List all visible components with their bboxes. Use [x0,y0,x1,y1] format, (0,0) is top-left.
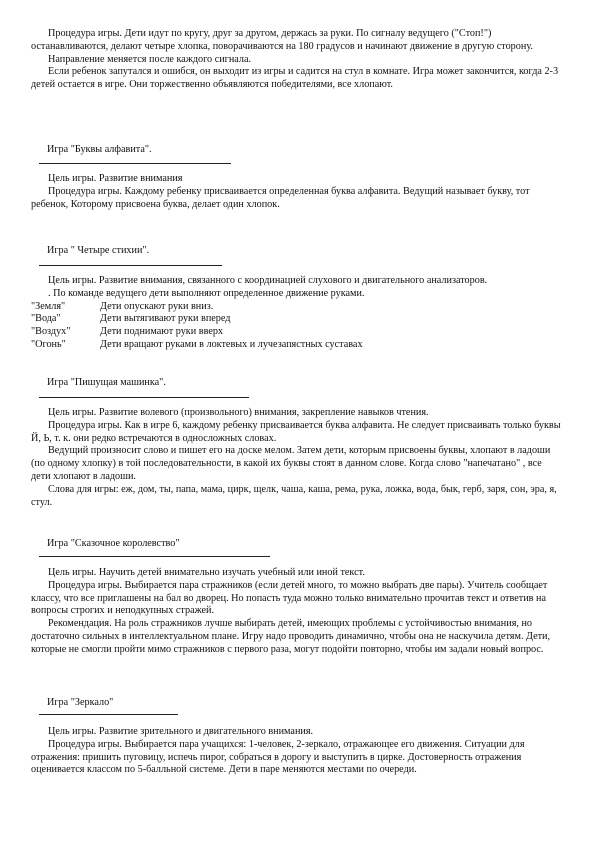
command-action: Дети опускают руки вниз. [100,300,214,312]
game2-command-row [31,339,563,352]
game2-command-row [31,301,563,314]
command-name: "Земля" [31,300,66,312]
game5-section [31,726,563,777]
game5-title-rule [39,714,178,715]
game4-section [31,567,563,657]
game5-procedure: Процедура игры. Выбирается пара учащихся: 1-человек, 2-зеркало, отражающее его движения. Ситуации для отражения: пришить пуговицу, испечь пирог, собраться в дорогу и выступить в цирке. Достоверность отражения оценивается классом по 5-балльной системе. Дети в паре меняются местами по очереди. [31,738,525,776]
intro-section [31,28,563,92]
game5-goal: Цель игры. Развитие зрительного и двигательного внимания. [48,726,314,737]
game5-title: Игра "Зеркало" [47,697,114,708]
command-action: Дети поднимают руки вверх [100,326,224,338]
command-name: "Вода" [31,313,61,325]
game4-title-rule [39,556,270,557]
game2-command-row [31,326,563,339]
command-name: "Огонь" [31,338,66,350]
game3-title-rule [39,397,249,398]
game4-title: Игра "Сказочное королевство" [47,538,180,549]
command-action: Дети вращают руками в локтевых и лучезапястных суставах [100,338,363,350]
game3-title: Игра "Пишущая машинка". [47,377,166,388]
intro-paragraph-3: Если ребенок запутался и ошибся, он выходит из игры и садится на стул в комнате. Игра может закончится, когда 2-3 детей остается в игре. Они торжественно объявляются победителями, все хлопают. [31,66,559,91]
command-name: "Воздух" [31,326,71,338]
game2-command-row [31,313,563,326]
game2-procedure: . По команде ведущего дети выполняют определенное движение руками. [48,287,365,299]
game3-host-instructions: Ведущий произносит слово и пишет его на доске мелом. Затем дети, которым присвоены буквы, хлопают в ладоши (по одному хлопку) в той последовательности, в какой их буквы стоят в данном слове. Когда слово "напечатано" , все дети хлопают в ладоши. [31,445,551,482]
game1-goal: Цель игры. Развитие внимания [48,173,183,184]
game1-section [31,173,563,211]
game2-title: Игра " Четыре стихии". [47,245,150,256]
game4-goal: Цель игры. Научить детей внимательно изучать учебный или иной текст. [48,567,365,578]
game4-procedure: Процедура игры. Выбирается пара стражников (если детей много, то можно выбрать две пары). Учитель сообщает классу, что все приглашены на бал во дворец. Но попасть туда можно только внимательно прочитав текст и ответив на вопросы строгих и неподкупных стражей. [31,579,548,617]
intro-paragraph-1: Процедура игры. Дети идут по кругу, друг за другом, держась за руки. По сигналу ведущего ("Стоп!") останавливаются, делают четыре хлопка, поворачиваются на 180 градусов и начинают движение в другую сторону. [31,28,533,52]
game2-section [31,275,563,352]
game2-goal: Цель игры. Развитие внимания, связанного с координацией слухового и двигательного анализаторов. [48,275,488,286]
game1-title-rule [39,163,231,164]
intro-paragraph-2: Направление меняется после каждого сигнала. [48,53,252,65]
game1-procedure: Процедура игры. Каждому ребенку присваивается определенная буква алфавита. Ведущий называет букву, тот ребенок, Которому присвоена буква, делает один хлопок. [31,185,530,210]
game1-title: Игра "Буквы алфавита". [47,144,152,155]
game3-goal: Цель игры. Развитие волевого (произвольного) внимания, закрепление навыков чтения. [48,407,429,418]
game3-word-list: Слова для игры: еж, дом, ты, папа, мама, цирк, щелк, чаша, каша, рема, рука, ложка, вода, бык, герб, заря, сон, эра, я, стул. [31,483,557,508]
game3-section [31,407,563,509]
game2-title-rule [39,265,222,266]
game4-recommendation: Рекомендация. На роль стражников лучше выбирать детей, имеющих проблемы с устойчивостью внимания, но достаточно сильных в интеллектуальном плане. Игру надо проводить динамично, чтобы она не наскучила детям. Дети, которые не смогли пройти мимо стражников с первого раза, могут подойти повторно, чтобы им задали новый вопрос. [31,618,551,655]
command-action: Дети вытягивают руки вперед [100,313,231,325]
game3-procedure: Процедура игры. Как в игре 6, каждому ребенку присваивается буква алфавита. Не следует присваивать только буквы Й, Ь, т. к. они редко встречаются в односложных словах. [31,419,561,444]
